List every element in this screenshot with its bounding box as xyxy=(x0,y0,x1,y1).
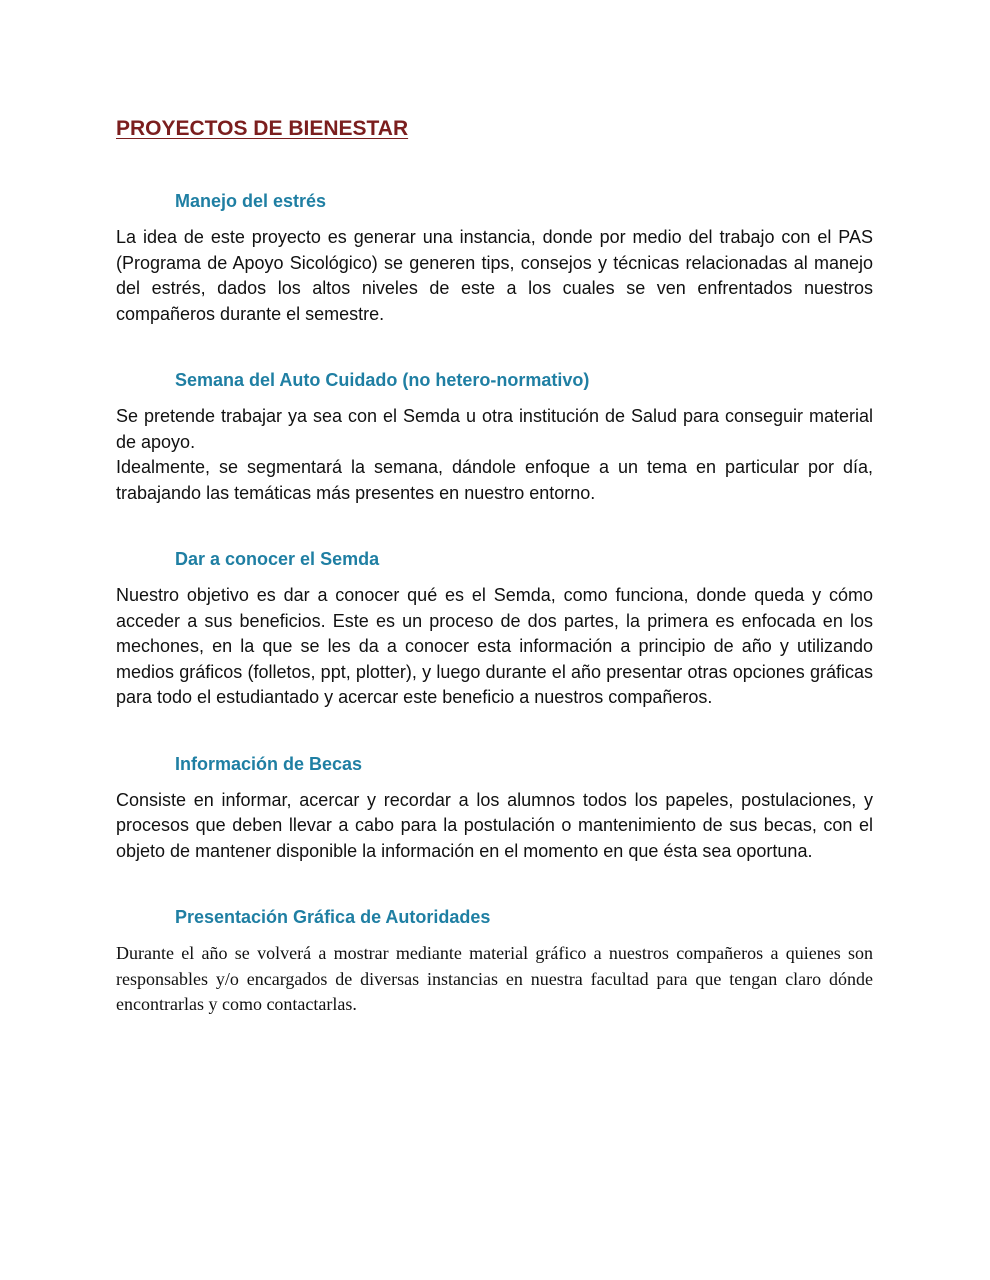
section-manejo-estres xyxy=(116,189,873,327)
section-paragraph: Idealmente, se segmentará la semana, dándole enfoque a un tema en particular por día, trabajando las temáticas más presentes en nuestro entorno. xyxy=(116,457,873,503)
section-spacer xyxy=(116,506,873,547)
section-informacion-becas xyxy=(116,752,873,865)
section-paragraph: La idea de este proyecto es generar una instancia, donde por medio del trabajo con el PAS (Programa de Apoyo Sicológico) se generen tips, consejos y técnicas relacionadas al manejo del estrés, dados los altos niveles de este a los cuales se ven enfrentados nuestros compañeros durante el semestre. xyxy=(116,227,873,324)
section-spacer xyxy=(116,711,873,752)
section-paragraph: Consiste en informar, acercar y recordar a los alumnos todos los papeles, postulaciones, y procesos que deben llevar a cabo para la postulación o mantenimiento de sus becas, con el objeto de mantener disponible la información en el momento en que ésta sea oportuna. xyxy=(116,789,873,861)
section-heading: Información de Becas xyxy=(175,753,363,774)
section-heading: Presentación Gráfica de Autoridades xyxy=(175,907,491,927)
section-dar-a-conocer-semda xyxy=(116,547,873,711)
section-spacer xyxy=(116,327,873,368)
section-heading: Dar a conocer el Semda xyxy=(175,549,380,569)
section-semana-auto-cuidado xyxy=(116,368,873,506)
section-paragraph: Nuestro objetivo es dar a conocer qué es el Semda, como funciona, donde queda y cómo acceder a sus beneficios. Este es un proceso de dos partes, la primera es enfocada en los mechones, en la que se les da a conocer esta información a principio de año y utilizando medios gráficos (folletos, ppt, plotter), y luego durante el año presentar otras opciones gráficas para todo el estudiantado y acercar este beneficio a nuestros compañeros. xyxy=(116,585,873,707)
section-presentacion-grafica-autoridades xyxy=(116,905,873,1018)
document-content xyxy=(116,115,873,1018)
section-spacer xyxy=(116,864,873,905)
document-title: PROYECTOS DE BIENESTAR xyxy=(116,117,409,140)
section-heading: Manejo del estrés xyxy=(175,191,327,211)
section-paragraph: Se pretende trabajar ya sea con el Semda u otra institución de Salud para conseguir material de apoyo. xyxy=(116,406,873,452)
section-paragraph: Durante el año se volverá a mostrar mediante material gráfico a nuestros compañeros a quienes son responsables y/o encargados de diversas instancias en nuestra facultad para que tengan claro dónde encontrarlas y como contactarlas. xyxy=(116,943,873,1014)
section-heading: Semana del Auto Cuidado (no hetero-normativo) xyxy=(175,370,590,390)
